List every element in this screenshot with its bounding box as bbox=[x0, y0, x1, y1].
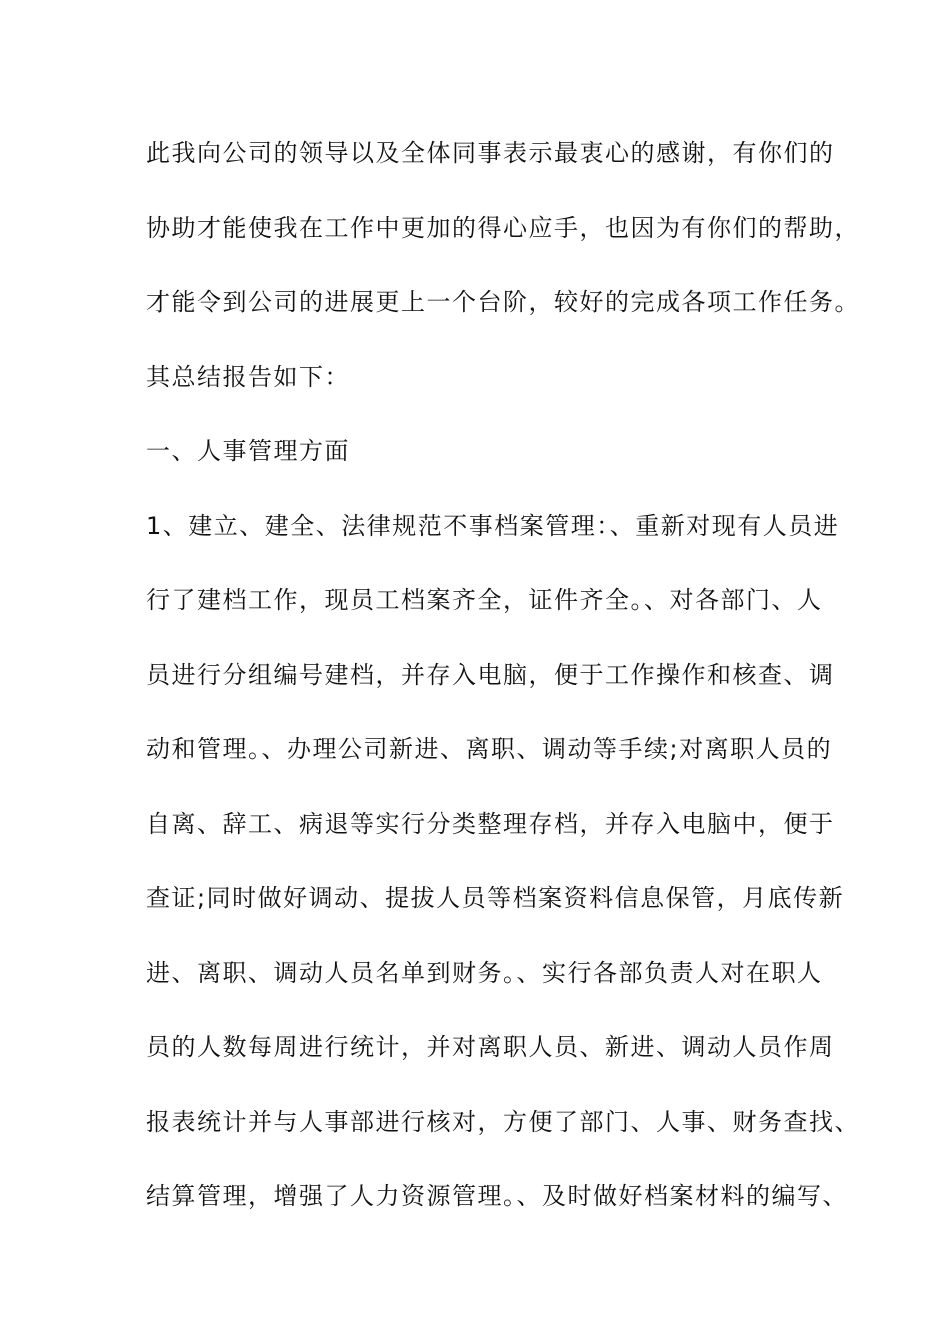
text-line: 结算管理，增强了人力资源管理。、及时做好档案材料的编写、 bbox=[146, 1182, 848, 1210]
document-body bbox=[146, 128, 860, 1246]
text-line: 进、离职、调动人员名单到财务。、实行各部负责人对在职人 bbox=[146, 958, 823, 987]
text-line: 员的人数每周进行统计，并对离职人员、新进、调动人员作周 bbox=[146, 1033, 835, 1061]
section-heading: 一、人事管理方面 bbox=[146, 437, 350, 465]
text-line: 此我向公司的领导以及全体同事表示最衷心的感谢，有你们的 bbox=[146, 139, 835, 167]
text-line: 报表统计并与人事部进行核对，方便了部门、人事、财务查找、 bbox=[146, 1107, 860, 1136]
text-line: 动和管理。、办理公司新进、离职、调动等手续;对离职人员的 bbox=[146, 735, 833, 763]
text-line: 行了建档工作，现员工档案齐全，证件齐全。、对各部门、人 bbox=[146, 586, 823, 614]
text-line: 员进行分组编号建档，并存入电脑，便于工作操作和核查、调 bbox=[146, 660, 835, 689]
text-line: 自离、辞工、病退等实行分类整理存档，并存入电脑中，便于 bbox=[146, 809, 835, 838]
text-line: 其总结报告如下： bbox=[146, 362, 350, 391]
text-line: 查证;同时做好调动、提拔人员等档案资料信息保管，月底传新 bbox=[146, 884, 845, 912]
text-line: 1、建立、建全、法律规范不事档案管理：、重新对现有人员进 bbox=[146, 511, 840, 540]
text-line: 才能令到公司的进展更上一个台阶，较好的完成各项工作任务。 bbox=[146, 288, 860, 316]
text-line: 协助才能使我在工作中更加的得心应手，也因为有你们的帮助， bbox=[146, 213, 860, 242]
